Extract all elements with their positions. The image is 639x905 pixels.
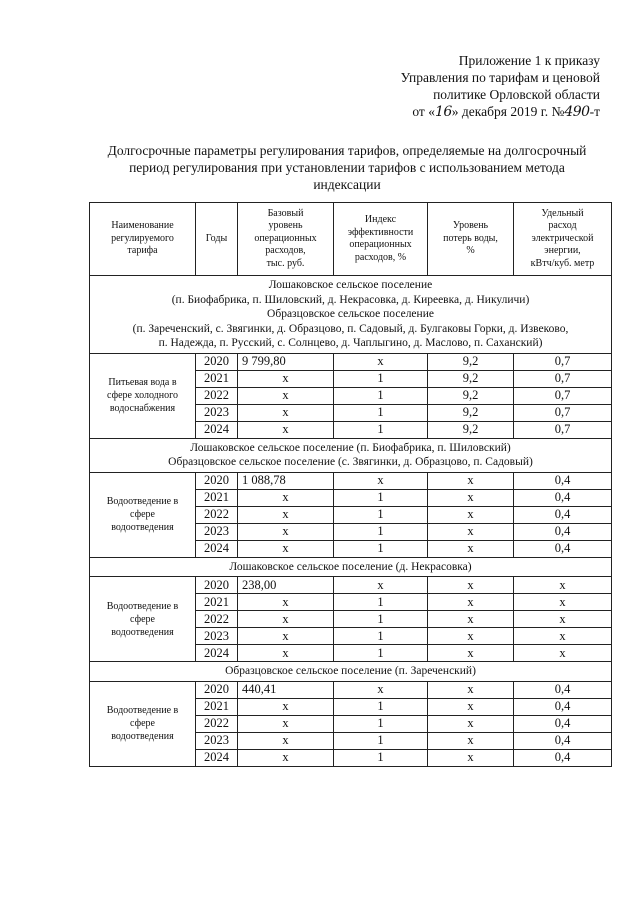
water-loss-cell: x — [428, 594, 514, 611]
table-row — [90, 681, 612, 698]
year-cell: 2023 — [196, 628, 238, 645]
header-line: расходов, — [265, 245, 306, 257]
service-name-line: сфере — [130, 718, 155, 729]
section-heading-line: (п. Зареченский, с. Звягинки, д. Образцово, п. Садовый, д. Булгаковы Горки, д. Извеково, — [132, 322, 569, 335]
year-cell: 2023 — [196, 404, 238, 421]
year-cell: 2021 — [196, 594, 238, 611]
date-middle: » декабря 2019 г. № — [451, 104, 565, 119]
service-name — [90, 353, 196, 438]
header-line: тыс. руб. — [266, 257, 305, 269]
header-line: регулируемого — [111, 232, 174, 244]
appendix-line: политике Орловской области — [433, 87, 600, 102]
efficiency-cell: 1 — [334, 506, 428, 523]
service-name-line: сфере — [130, 613, 155, 625]
energy-cell: 0,7 — [514, 370, 612, 387]
water-loss-cell: 9,2 — [428, 404, 514, 421]
header-line: уровень — [268, 220, 303, 232]
water-loss-cell: 9,2 — [428, 421, 514, 438]
handwritten-day: 16 — [434, 104, 452, 120]
year-cell: 2021 — [196, 489, 238, 506]
water-loss-cell: x — [428, 628, 514, 645]
water-loss-cell: x — [428, 506, 514, 523]
energy-cell: 0,4 — [514, 506, 612, 523]
base-level-cell: x — [238, 594, 334, 611]
header-line: потерь воды, — [443, 232, 498, 244]
year-cell: 2020 — [196, 472, 238, 489]
efficiency-cell: 1 — [334, 732, 428, 749]
year-cell: 2022 — [196, 387, 238, 404]
base-level-cell: x — [238, 387, 334, 404]
year-cell: 2020 — [196, 681, 238, 698]
water-loss-cell: x — [428, 611, 514, 628]
base-level-cell: x — [238, 421, 334, 438]
year-cell: 2024 — [196, 421, 238, 438]
table-header-row — [90, 203, 612, 276]
service-name-line: водоотведения — [111, 522, 174, 533]
efficiency-cell: x — [334, 472, 428, 489]
service-name-line: Питьевая вода в — [108, 377, 177, 388]
header-line: Уровень — [452, 220, 489, 232]
section-heading-line: п. Надежда, п. Русский, с. Солнцево, д. Чаплыгино, д. Маслово, п. Саханский) — [158, 337, 543, 349]
efficiency-cell: x — [334, 353, 428, 370]
order-date-line — [360, 103, 600, 121]
header-line: тарифа — [127, 245, 158, 257]
title-line: индексации — [313, 177, 381, 192]
header-line: Наименование — [111, 220, 174, 232]
service-name-line: Водоотведение в — [106, 496, 179, 507]
appendix-line: Управления по тарифам и ценовой — [400, 70, 600, 85]
year-cell: 2021 — [196, 370, 238, 387]
energy-cell: 0,4 — [514, 732, 612, 749]
water-loss-cell: 9,2 — [428, 387, 514, 404]
date-prefix: от « — [412, 104, 435, 119]
efficiency-cell: 1 — [334, 594, 428, 611]
header-energy-consumption — [514, 203, 612, 276]
header-base-level — [238, 203, 334, 276]
header-line: Удельный — [541, 207, 584, 219]
energy-cell: 0,4 — [514, 715, 612, 732]
base-level-cell: x — [238, 732, 334, 749]
base-level-cell: x — [238, 523, 334, 540]
header-line: % — [466, 245, 475, 257]
base-level-cell: x — [238, 540, 334, 557]
section-heading-line: Лошаковское сельское поселение (п. Биофабрика, п. Шиловский) — [190, 441, 511, 454]
base-level-cell: 238,00 — [238, 577, 334, 594]
energy-cell: 0,7 — [514, 353, 612, 370]
service-name-line: сфере холодного — [107, 390, 178, 401]
base-level-cell: x — [238, 628, 334, 645]
base-level-cell: x — [238, 749, 334, 766]
section-heading-row — [90, 438, 612, 472]
service-name — [90, 681, 196, 766]
base-level-cell: x — [238, 715, 334, 732]
service-name-line: водоснабжения — [109, 403, 176, 414]
section-heading-line: Образцовское сельское поселение — [267, 308, 434, 320]
efficiency-cell: 1 — [334, 387, 428, 404]
efficiency-cell: 1 — [334, 611, 428, 628]
section-heading — [90, 276, 612, 354]
service-name-line: Водоотведение в — [106, 600, 179, 612]
water-loss-cell: x — [428, 715, 514, 732]
year-cell: 2022 — [196, 506, 238, 523]
year-cell: 2020 — [196, 353, 238, 370]
energy-cell: x — [514, 611, 612, 628]
efficiency-cell: 1 — [334, 540, 428, 557]
service-name — [90, 577, 196, 662]
handwritten-order-number: 490 — [564, 104, 590, 120]
section-heading — [90, 438, 612, 472]
year-cell: 2022 — [196, 611, 238, 628]
base-level-cell: x — [238, 611, 334, 628]
efficiency-cell: 1 — [334, 370, 428, 387]
header-line: эффективности — [347, 226, 414, 238]
base-level-cell: x — [238, 404, 334, 421]
water-loss-cell: x — [428, 523, 514, 540]
energy-cell: 0,7 — [514, 387, 612, 404]
section-heading — [90, 662, 612, 682]
energy-cell: 0,4 — [514, 749, 612, 766]
header-line: электрической — [531, 232, 594, 244]
water-loss-cell: x — [428, 698, 514, 715]
water-loss-cell: x — [428, 681, 514, 698]
energy-cell: x — [514, 628, 612, 645]
title-line: период регулирования при установлении тарифов с использованием метода — [129, 160, 565, 175]
appendix-header — [360, 52, 600, 121]
efficiency-cell: 1 — [334, 715, 428, 732]
water-loss-cell: x — [428, 749, 514, 766]
header-years: Годы — [196, 203, 238, 276]
energy-cell: 0,4 — [514, 540, 612, 557]
base-level-cell: x — [238, 370, 334, 387]
energy-cell: x — [514, 594, 612, 611]
service-name — [90, 472, 196, 557]
year-cell: 2021 — [196, 698, 238, 715]
year-cell: 2024 — [196, 540, 238, 557]
energy-cell: 0,7 — [514, 421, 612, 438]
service-name-line: водоотведения — [111, 626, 174, 638]
header-efficiency-index — [334, 203, 428, 276]
section-heading-line: Образцовское сельское поселение (с. Звягинки, д. Образцово, п. Садовый) — [168, 456, 533, 468]
service-name-line: сфере — [130, 509, 155, 520]
section-heading-line: (п. Биофабрика, п. Шиловский, д. Некрасовка, д. Киреевка, д. Никуличи) — [171, 293, 530, 306]
header-line: операционных — [254, 232, 317, 244]
base-level-cell: x — [238, 489, 334, 506]
table-row — [90, 353, 612, 370]
base-level-cell: x — [238, 698, 334, 715]
header-water-loss — [428, 203, 514, 276]
year-cell: 2020 — [196, 577, 238, 594]
energy-cell: 0,4 — [514, 698, 612, 715]
energy-cell: 0,4 — [514, 489, 612, 506]
date-suffix: -т — [589, 104, 600, 119]
section-heading-line: Образцовское сельское поселение (п. Зареченский) — [225, 665, 476, 677]
year-cell: 2023 — [196, 523, 238, 540]
base-level-cell: 440,41 — [238, 681, 334, 698]
water-loss-cell: x — [428, 645, 514, 662]
energy-cell: 0,4 — [514, 472, 612, 489]
water-loss-cell: x — [428, 732, 514, 749]
year-cell: 2024 — [196, 749, 238, 766]
water-loss-cell: x — [428, 489, 514, 506]
year-cell: 2023 — [196, 732, 238, 749]
header-line: операционных — [349, 239, 412, 250]
water-loss-cell: x — [428, 472, 514, 489]
efficiency-cell: 1 — [334, 749, 428, 766]
base-level-cell: x — [238, 645, 334, 662]
water-loss-cell: x — [428, 540, 514, 557]
header-line: энергии, — [544, 245, 581, 257]
efficiency-cell: 1 — [334, 523, 428, 540]
water-loss-cell: 9,2 — [428, 370, 514, 387]
energy-cell: 0,7 — [514, 404, 612, 421]
header-tariff-name — [90, 203, 196, 276]
section-heading-row — [90, 557, 612, 577]
efficiency-cell: x — [334, 577, 428, 594]
energy-cell: x — [514, 645, 612, 662]
table-row — [90, 472, 612, 489]
energy-cell: 0,4 — [514, 523, 612, 540]
efficiency-cell: 1 — [334, 645, 428, 662]
section-heading-line: Лошаковское сельское поселение (д. Некрасовка) — [229, 560, 472, 573]
energy-cell: x — [514, 577, 612, 594]
year-cell: 2022 — [196, 715, 238, 732]
water-loss-cell: x — [428, 577, 514, 594]
section-heading — [90, 557, 612, 577]
efficiency-cell: 1 — [334, 404, 428, 421]
service-name-line: водоотведения — [111, 731, 174, 742]
energy-cell: 0,4 — [514, 681, 612, 698]
efficiency-cell: 1 — [334, 628, 428, 645]
year-cell: 2024 — [196, 645, 238, 662]
efficiency-cell: 1 — [334, 421, 428, 438]
section-heading-row — [90, 276, 612, 354]
appendix-line: Приложение 1 к приказу — [458, 53, 600, 68]
table-row — [90, 577, 612, 594]
title-line: Долгосрочные параметры регулирования тарифов, определяемые на долгосрочный — [107, 143, 587, 158]
header-line: расход — [548, 220, 577, 232]
section-heading-line: Лошаковское сельское поселение — [268, 279, 433, 291]
table-body — [90, 276, 612, 767]
efficiency-cell: 1 — [334, 489, 428, 506]
efficiency-cell: 1 — [334, 698, 428, 715]
header-line: Базовый — [267, 207, 304, 219]
service-name-line: Водоотведение в — [106, 705, 179, 716]
header-line: расходов, % — [354, 251, 407, 263]
tariff-parameters-table — [89, 202, 612, 767]
water-loss-cell: 9,2 — [428, 353, 514, 370]
document-title — [82, 142, 612, 193]
header-line: кВтч/куб. метр — [530, 257, 595, 269]
base-level-cell: 1 088,78 — [238, 472, 334, 489]
base-level-cell: x — [238, 506, 334, 523]
efficiency-cell: x — [334, 681, 428, 698]
section-heading-row — [90, 662, 612, 682]
header-line: Индекс — [364, 214, 397, 225]
base-level-cell: 9 799,80 — [238, 353, 334, 370]
